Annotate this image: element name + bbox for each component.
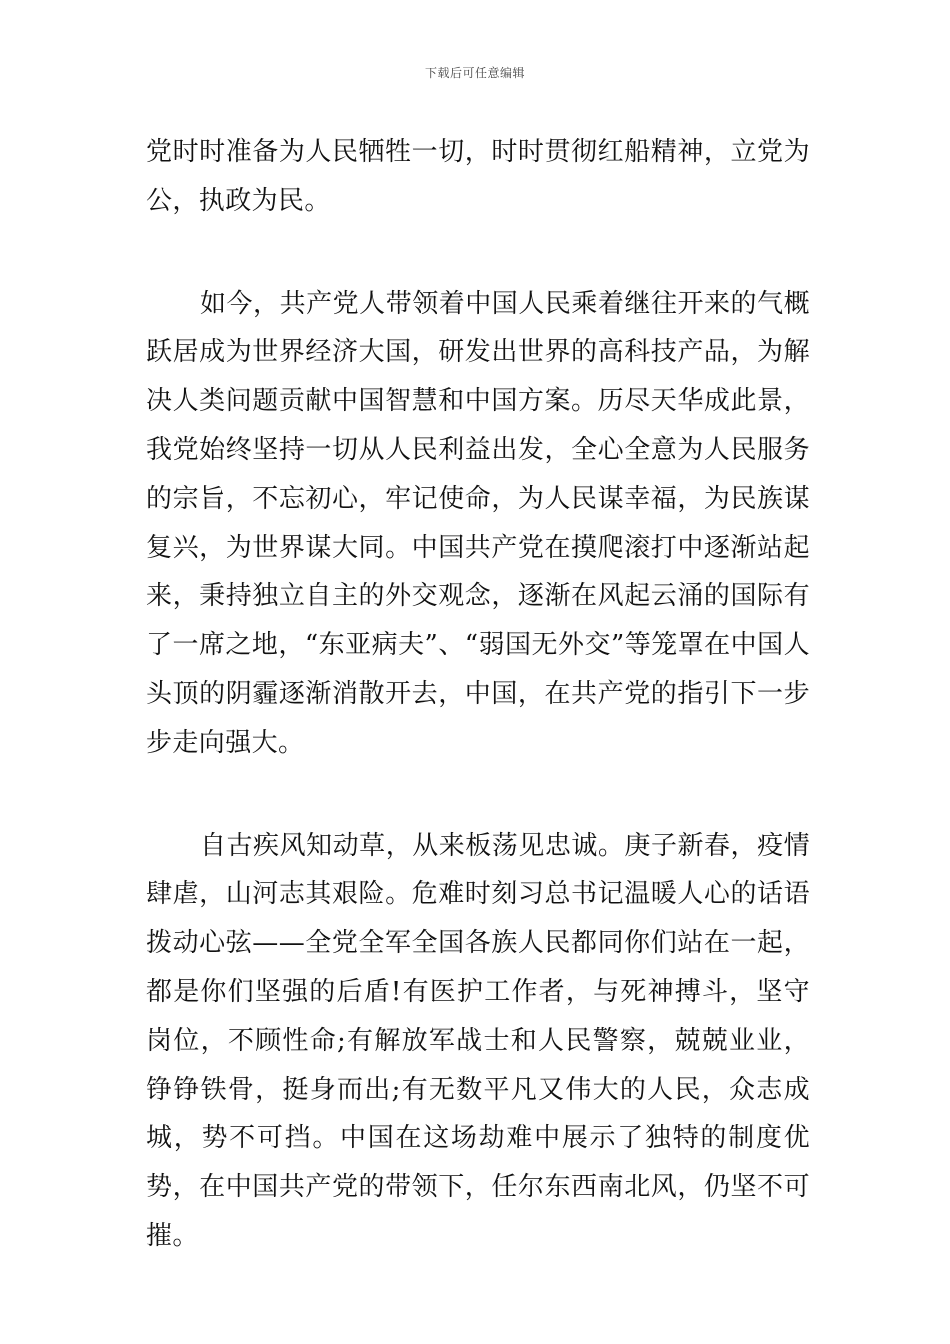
paragraph: 如今，共产党人带领着中国人民乘着继往开来的气概跃居成为世界经济大国，研发出世界的高科技产品，为解决人类问题贡献中国智慧和中国方案。历尽天华成此景，我党始终坚持一切从人民利益出发，全心全意为人民服务的宗旨，不忘初心，牢记使命，为人民谋幸福，为民族谋复兴，为世界谋大同。中国共产党在摸爬滚打中逐渐站起来，秉持独立自主的外交观念，逐渐在风起云涌的国际有了一席之地，“东亚病夫”、“弱国无外交”等笼罩在中国人头顶的阴霾逐渐消散开去，中国，在共产党的指引下一步步走向强大。 bbox=[146, 288, 810, 758]
page-header: 下载后可任意编辑 bbox=[424, 66, 525, 80]
paragraph-continuation: 党时时准备为人民牺牲一切，时时贯彻红船精神，立党为公，执政为民。 bbox=[146, 137, 810, 216]
body-text bbox=[146, 128, 810, 1261]
paragraph: 自古疾风知动草，从来板荡见忠诚。庚子新春，疫情肆虐，山河志其艰险。危难时刻习总书记温暖人心的话语拨动心弦——全党全军全国各族人民都同你们站在一起，都是你们坚强的后盾!有医护工作者，与死神搏斗，坚守岗位，不顾性命;有解放军战士和人民警察，兢兢业业，铮铮铁骨，挺身而出;有无数平凡又伟大的人民，众志成城，势不可挡。中国在这场劫难中展示了独特的制度优势，在中国共产党的带领下，任尔东西南北风，仍坚不可摧。 bbox=[146, 830, 810, 1251]
